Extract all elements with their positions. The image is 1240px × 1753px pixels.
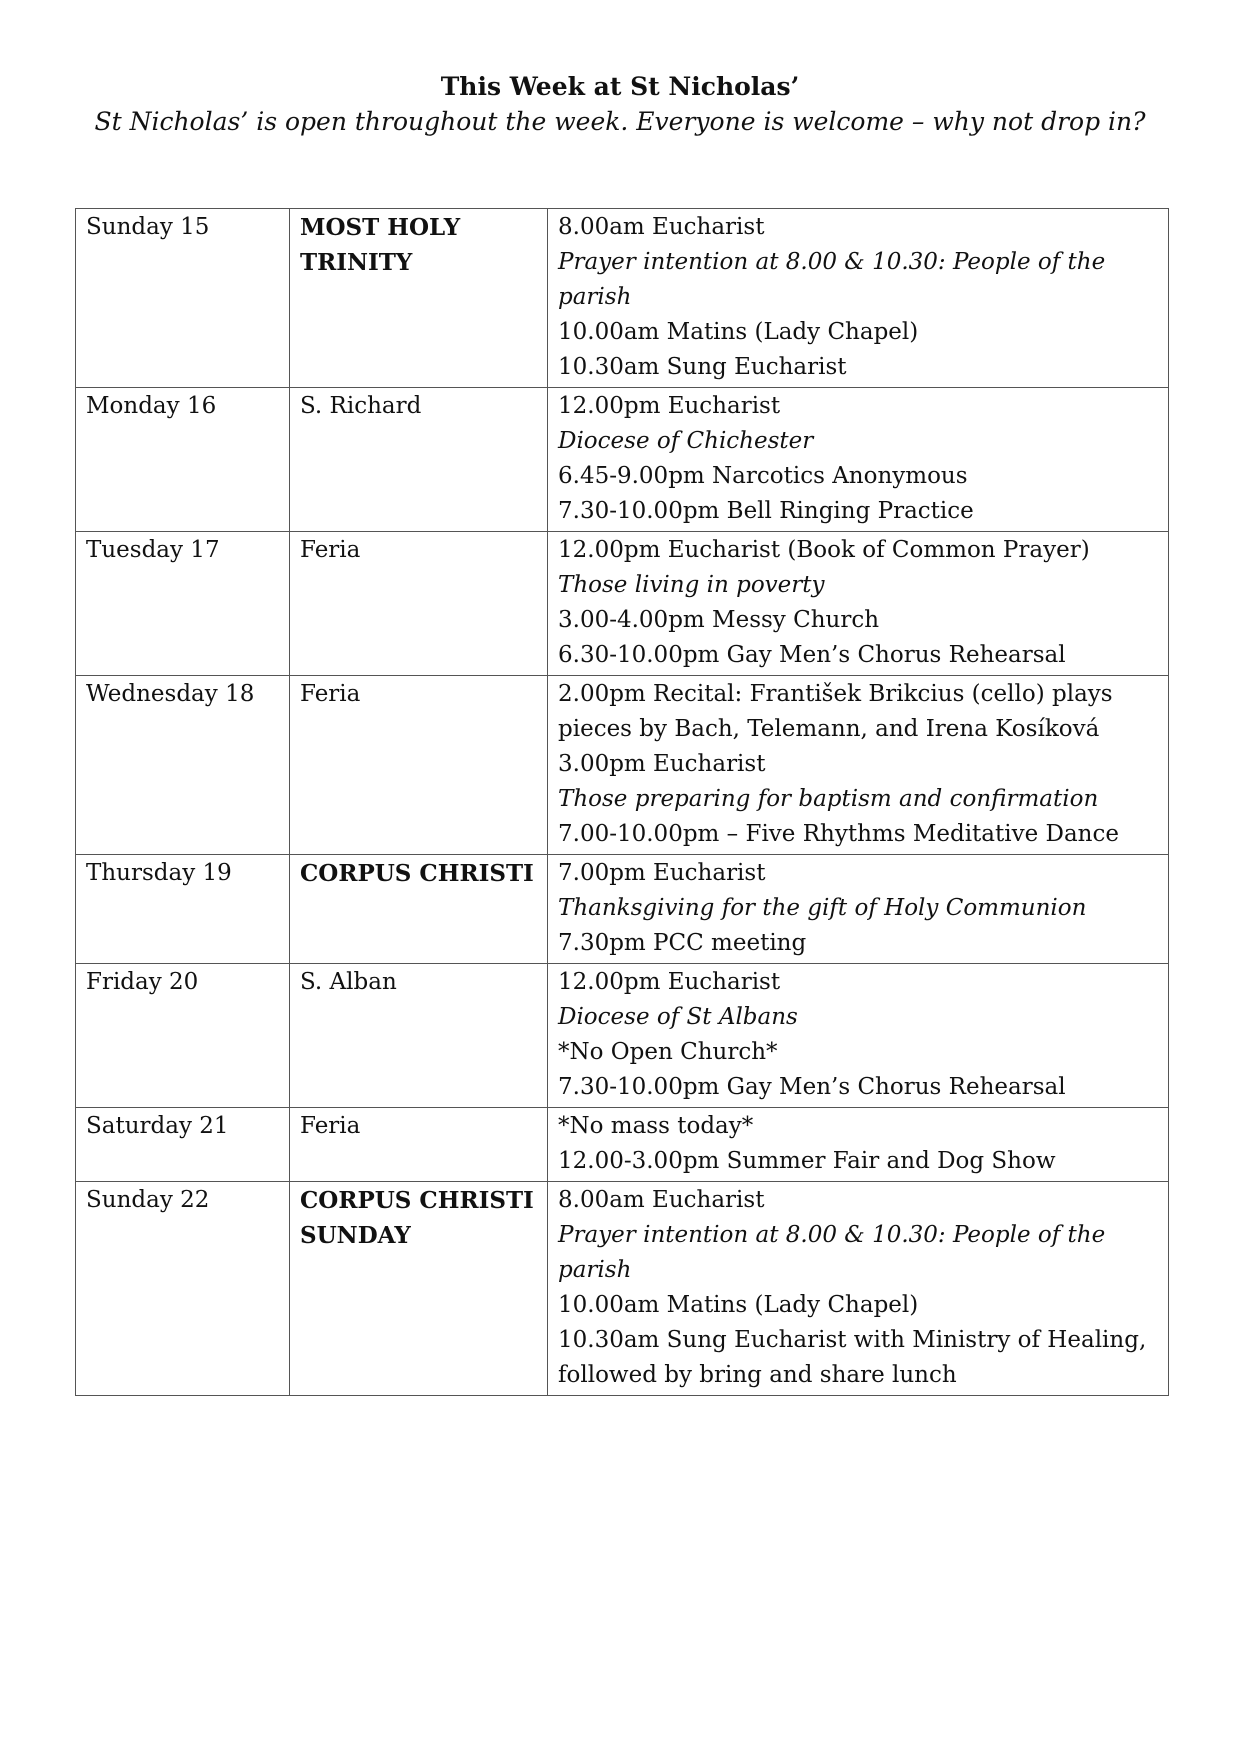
prayer-intention: Those preparing for baptism and confirmation [558, 786, 1099, 812]
day-cell: Thursday 19 [76, 855, 290, 964]
event-item: 12.00pm Eucharist (Book of Common Prayer) [558, 537, 1090, 563]
event-item: 3.00-4.00pm Messy Church [558, 607, 880, 633]
event-item: *No Open Church* [558, 1039, 778, 1065]
event-item: 7.30-10.00pm Gay Men’s Chorus Rehearsal [558, 1074, 1066, 1100]
weekly-schedule-table [75, 208, 1169, 1396]
day-cell: Sunday 22 [76, 1182, 290, 1396]
event-item: 12.00pm Eucharist [558, 393, 781, 419]
feast-cell: Feria [290, 532, 548, 676]
event-item: 7.30-10.00pm Bell Ringing Practice [558, 498, 974, 524]
feast-cell: S. Richard [290, 388, 548, 532]
events-cell [548, 1108, 1169, 1182]
schedule-body [76, 209, 1169, 1396]
event-item: 7.30pm PCC meeting [558, 930, 807, 956]
event-item: 2.00pm Recital: František Brikcius (cello) plays pieces by Bach, Telemann, and Irena Kosíková [558, 681, 1113, 742]
event-item: 7.00pm Eucharist [558, 860, 766, 886]
schedule-row [76, 1108, 1169, 1182]
day-cell: Friday 20 [76, 964, 290, 1108]
event-item: 10.00am Matins (Lady Chapel) [558, 319, 919, 345]
schedule-row [76, 388, 1169, 532]
feast-cell: MOST HOLY TRINITY [290, 209, 548, 388]
events-cell [548, 209, 1169, 388]
day-cell: Tuesday 17 [76, 532, 290, 676]
schedule-row [76, 855, 1169, 964]
event-item: *No mass today* [558, 1113, 754, 1139]
day-cell: Sunday 15 [76, 209, 290, 388]
events-cell [548, 855, 1169, 964]
day-cell: Wednesday 18 [76, 676, 290, 855]
event-item: 12.00pm Eucharist [558, 969, 781, 995]
event-item: 12.00-3.00pm Summer Fair and Dog Show [558, 1148, 1056, 1174]
event-item: 6.45-9.00pm Narcotics Anonymous [558, 463, 968, 489]
events-cell [548, 1182, 1169, 1396]
day-cell: Saturday 21 [76, 1108, 290, 1182]
events-cell [548, 964, 1169, 1108]
prayer-intention: Thanksgiving for the gift of Holy Communion [558, 895, 1087, 921]
schedule-row [76, 676, 1169, 855]
feast-cell: CORPUS CHRISTI SUNDAY [290, 1182, 548, 1396]
event-item: 8.00am Eucharist [558, 214, 765, 240]
prayer-intention: Diocese of St Albans [558, 1004, 798, 1030]
events-cell [548, 532, 1169, 676]
event-item: 7.00-10.00pm – Five Rhythms Meditative Dance [558, 821, 1119, 847]
events-cell [548, 388, 1169, 532]
prayer-intention: Diocese of Chichester [558, 428, 814, 454]
page-subtitle: St Nicholas’ is open throughout the week. Everyone is welcome – why not drop in? [94, 107, 1146, 136]
event-item: 6.30-10.00pm Gay Men’s Chorus Rehearsal [558, 642, 1066, 668]
schedule-row [76, 209, 1169, 388]
feast-cell: CORPUS CHRISTI [290, 855, 548, 964]
page-header [0, 70, 1240, 140]
event-item: 8.00am Eucharist [558, 1187, 765, 1213]
feast-cell: S. Alban [290, 964, 548, 1108]
schedule-row [76, 1182, 1169, 1396]
event-item: 3.00pm Eucharist [558, 751, 766, 777]
page-title: This Week at St Nicholas’ [440, 72, 800, 101]
event-item: 10.30am Sung Eucharist with Ministry of Healing, followed by bring and share lunch [558, 1327, 1147, 1388]
event-item: 10.00am Matins (Lady Chapel) [558, 1292, 919, 1318]
day-cell: Monday 16 [76, 388, 290, 532]
prayer-intention: Those living in poverty [558, 572, 825, 598]
events-cell [548, 676, 1169, 855]
event-item: 10.30am Sung Eucharist [558, 354, 847, 380]
feast-cell: Feria [290, 676, 548, 855]
feast-cell: Feria [290, 1108, 548, 1182]
prayer-intention: Prayer intention at 8.00 & 10.30: People of the parish [558, 249, 1106, 310]
schedule-row [76, 964, 1169, 1108]
prayer-intention: Prayer intention at 8.00 & 10.30: People of the parish [558, 1222, 1106, 1283]
schedule-row [76, 532, 1169, 676]
